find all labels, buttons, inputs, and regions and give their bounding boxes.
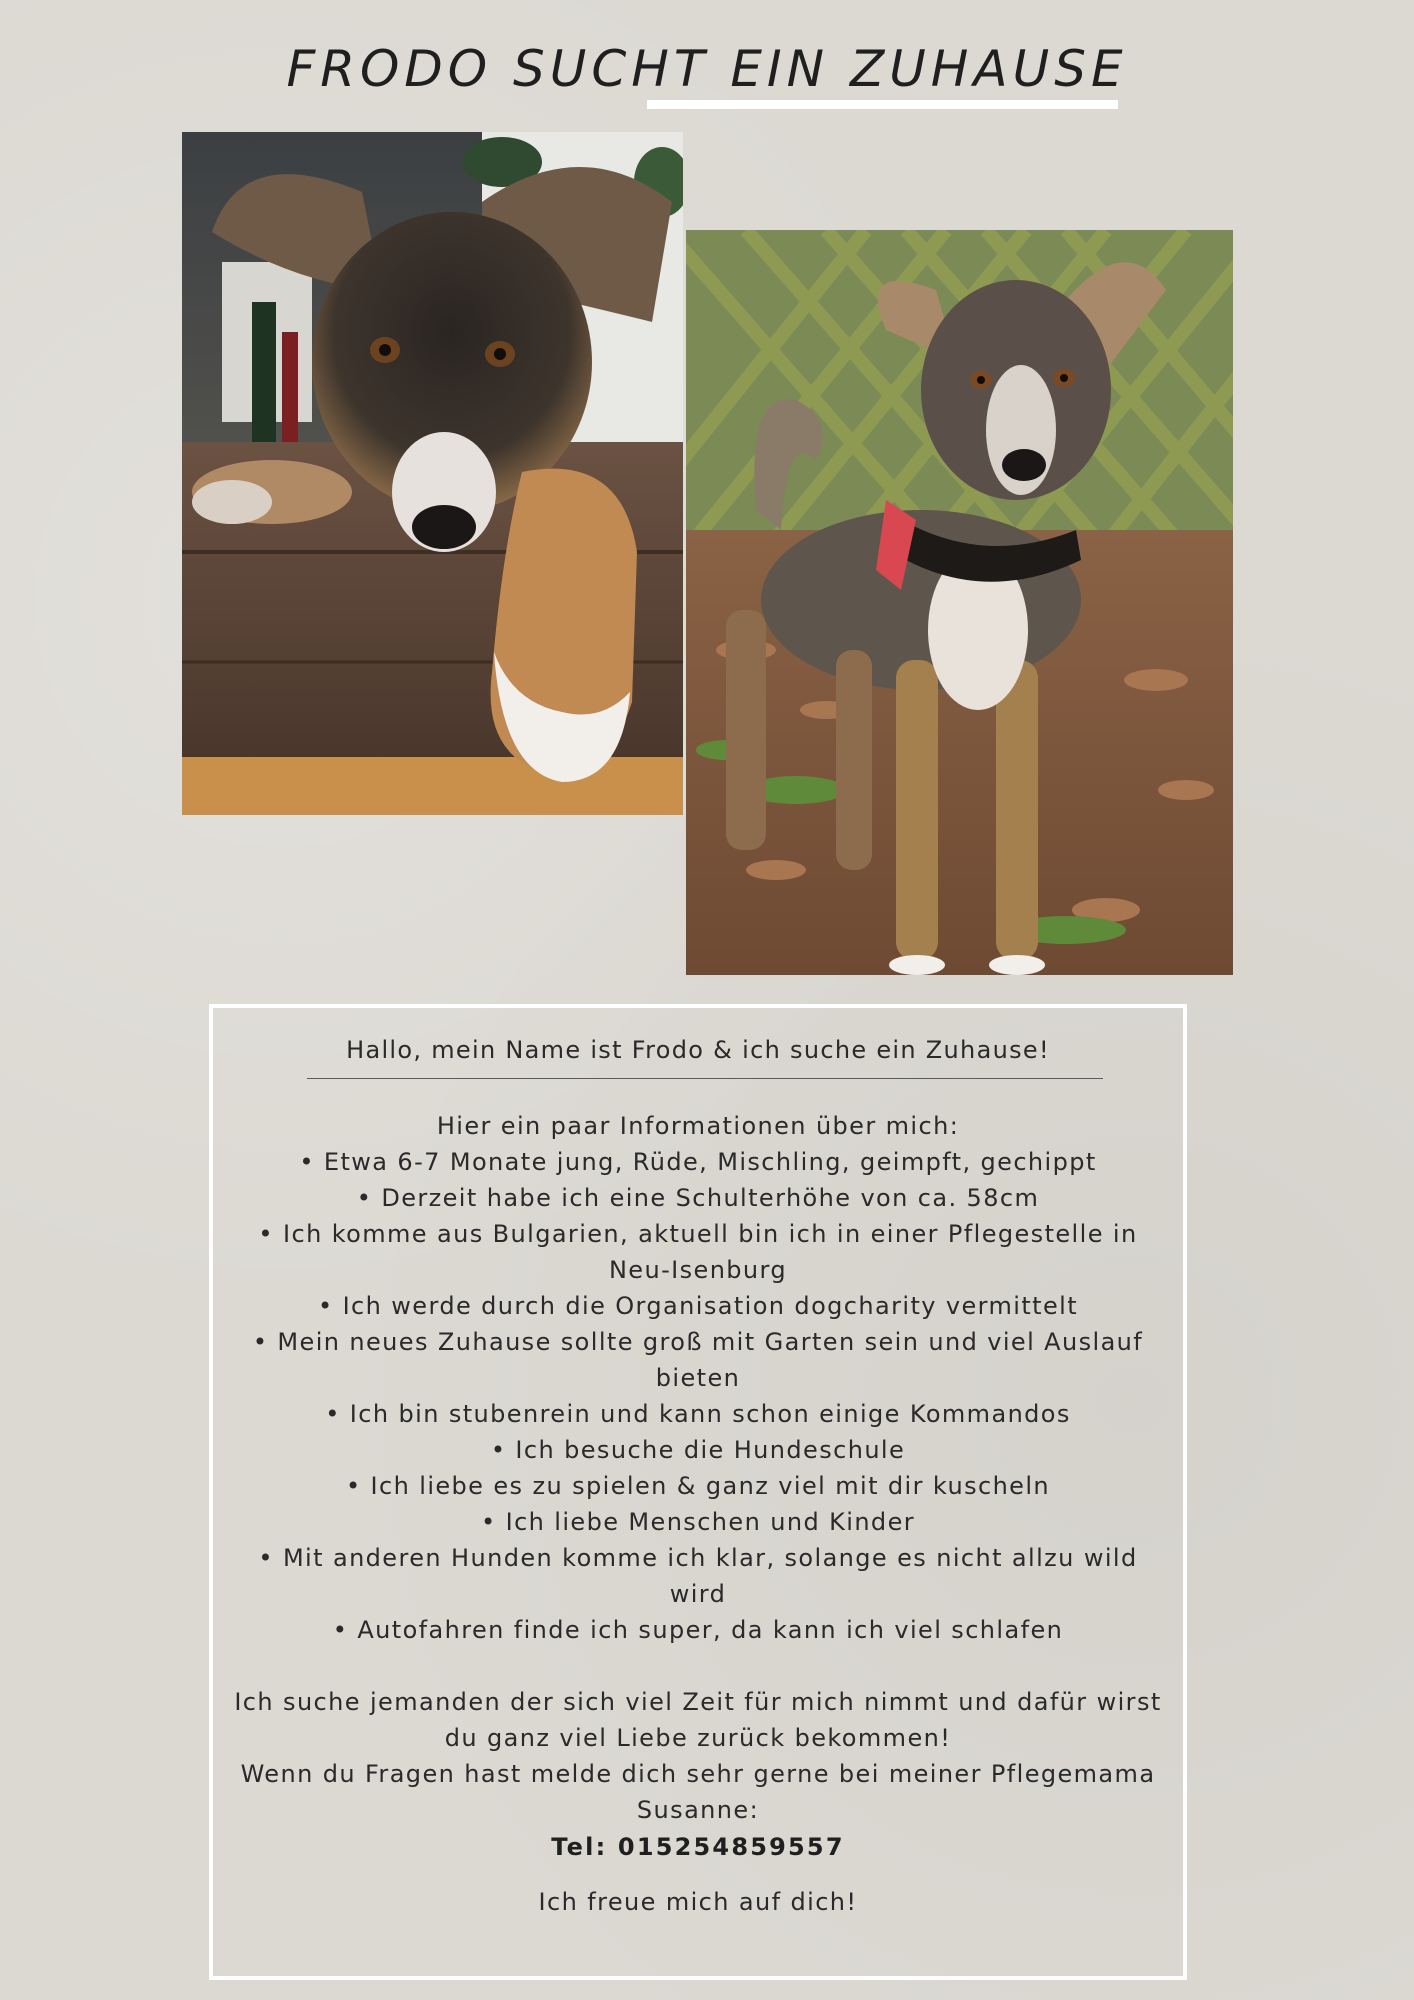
bullet-height: • Derzeit habe ich eine Schulterhöhe von ca. 58cm: [356, 1184, 1040, 1212]
bullet-other-dogs: • Mit anderen Hunden komme ich klar, solange es nicht allzu wild wird: [258, 1544, 1138, 1608]
page-title: FRODO SUCHT EIN ZUHAUSE: [286, 40, 1128, 98]
bullet-housetrained: • Ich bin stubenrein und kann schon einige Kommandos: [325, 1400, 1071, 1428]
dog-on-cushion-photo: [182, 132, 683, 815]
dog-standing-by-fence-photo: [686, 230, 1233, 975]
bullet-car: • Autofahren finde ich super, da kann ich viel schlafen: [332, 1616, 1064, 1644]
paragraph-time: Ich suche jemanden der sich viel Zeit für mich nimmt und dafür wirst du ganz viel Liebe zurück bekommen!: [234, 1688, 1162, 1752]
bullet-organisation: • Ich werde durch die Organisation dogcharity vermittelt: [317, 1292, 1079, 1320]
paragraph-questions: Wenn du Fragen hast melde dich sehr gerne bei meiner Pflegemama Susanne:: [240, 1760, 1156, 1824]
intro-divider: [307, 1078, 1103, 1079]
bullet-home: • Mein neues Zuhause sollte groß mit Garten sein und viel Auslauf bieten: [252, 1328, 1144, 1392]
bullet-dog-school: • Ich besuche die Hundeschule: [490, 1436, 906, 1464]
bullet-play: • Ich liebe es zu spielen & ganz viel mit dir kuscheln: [345, 1472, 1051, 1500]
bullet-origin: • Ich komme aus Bulgarien, aktuell bin ich in einer Pflegestelle in Neu-Isenburg: [258, 1220, 1138, 1284]
info-heading: Hier ein paar Informationen über mich:: [436, 1112, 960, 1140]
spacer: [233, 1648, 1163, 1684]
closing-line: Ich freue mich auf dich!: [538, 1888, 858, 1916]
bullet-age: • Etwa 6-7 Monate jung, Rüde, Mischling, geimpft, gechippt: [299, 1148, 1097, 1176]
intro-heading: Hallo, mein Name ist Frodo & ich suche ein Zuhause!: [346, 1036, 1050, 1064]
title-underline: [647, 100, 1118, 109]
bullet-people: • Ich liebe Menschen und Kinder: [481, 1508, 915, 1536]
info-body: [233, 1108, 1163, 1828]
phone-number: Tel: 015254859557: [551, 1833, 845, 1861]
info-box: [209, 1004, 1187, 1980]
